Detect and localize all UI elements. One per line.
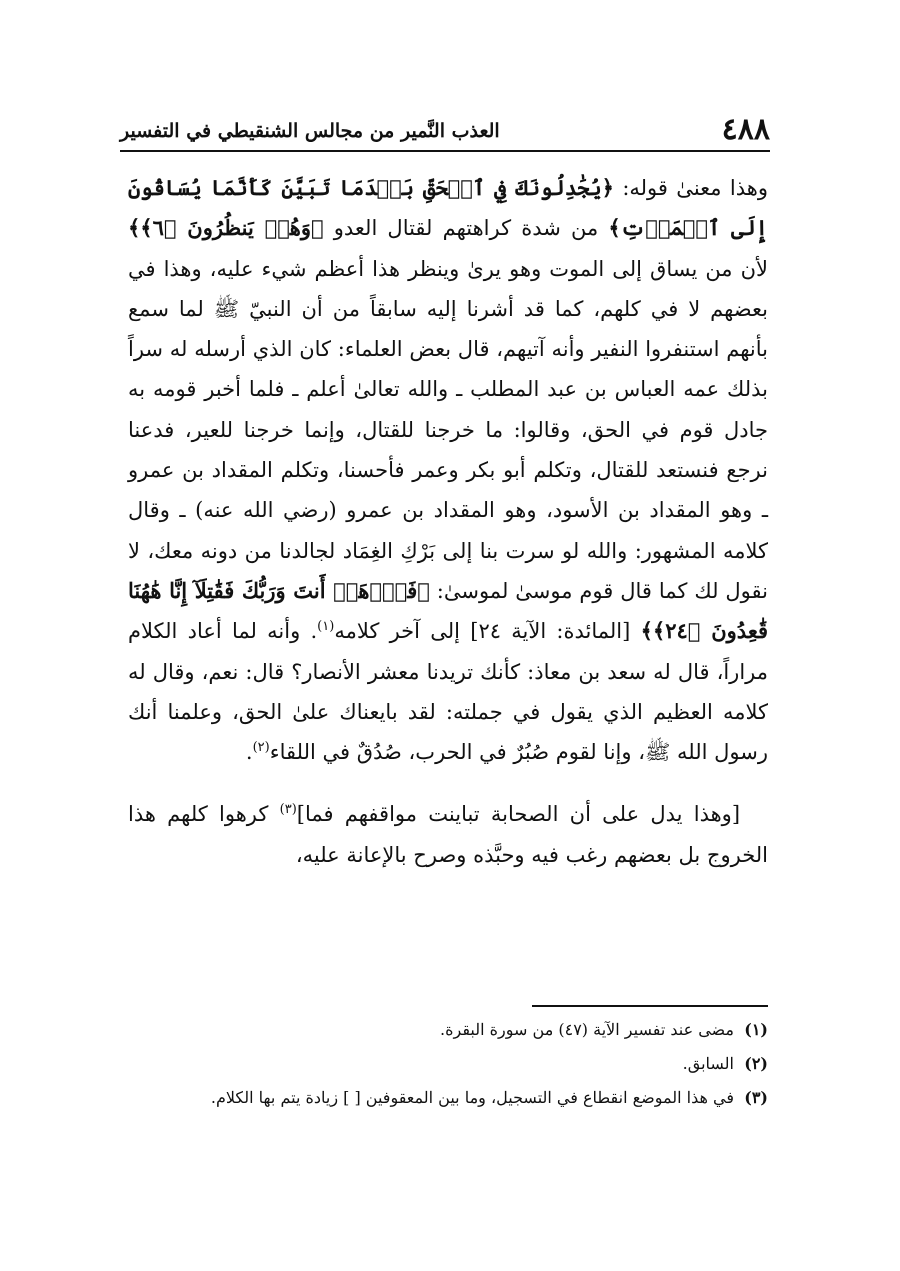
text-run: .	[245, 740, 253, 765]
paragraph-1	[128, 168, 768, 772]
page-header	[120, 112, 770, 150]
page-number: ٤٨٨	[721, 112, 770, 147]
main-text	[128, 168, 768, 875]
footnote-ref-3[interactable]: (٣)	[279, 802, 297, 818]
footnote-ref-2[interactable]: (٢)	[252, 740, 270, 756]
text-run: [وهذا يدل على أن الصحابة تباينت مواقفهم فما]	[296, 802, 741, 827]
text-run: كرهوا كلهم هذا الخروج بل بعضهم رغب فيه وحبَّذه وصرح بالإعانة عليه،	[128, 802, 768, 867]
footnote	[128, 1015, 768, 1045]
text-run: لأن من يساق إلى الموت وهو يرىٰ وينظر هذا أعظم شيء عليه، وهذا في بعضهم لا في كلهم، كما قد أشرنا إليه سابقاً من أن النبيّ ﷺ لما سمع بأنهم استنفروا النفير وأنه آتيهم، قال بعض العلماء: كان الذي أرسله له سراً بذلك عمه العباس بن عبد المطلب ـ والله تعالىٰ أعلم ـ فلما أخبر قومه به جادل قوم في الحق، وقالوا: ما خرجنا للقتال، وإنما خرجنا للعير، فدعنا نرجع فنستعد للقتال، وتكلم أبو بكر وعمر فأحسنا، وتكلم المقداد بن عمرو ـ وهو المقداد بن الأسود، وهو المقداد بن عمرو (رضي الله عنه) ـ وقال كلامه المشهور: والله لو سرت بنا إلى بَرْكِ الغِمَاد لجالدنا من دونه معك، لا نقول لك كما قال قوم موسىٰ لموسىٰ:	[128, 256, 768, 603]
footnote-ref-1[interactable]: (١)	[317, 619, 335, 635]
text-run: [المائدة: الآية ٢٤] إلى آخر كلامه	[334, 619, 641, 644]
quran-verse: ﴿وَهُمۡ يَنظُرُونَ ﴿٦﴾﴾	[128, 215, 324, 241]
text-run: من شدة كراهتهم لقتال العدو	[323, 216, 609, 241]
running-title: العذب النَّمير من مجالس الشنقيطي في التفسير	[120, 120, 500, 142]
footnote-number: (٣)	[744, 1088, 768, 1107]
paragraph-2	[128, 794, 768, 875]
text-run: . وأنه لما أعاد الكلام مراراً، قال له سعد بن معاذ: كأنك تريدنا معشر الأنصار؟ قال: نعم، وقال له كلامه العظيم الذي يقول في جملته: لقد بايعناك علىٰ الحق، وعلمنا أنك رسول الله ﷺ، وإنا لقوم صُبُرٌ في الحرب، صُدُقٌ في اللقاء	[128, 619, 768, 765]
footnotes	[128, 1015, 768, 1117]
header-rule	[120, 150, 770, 152]
quran-verse: ﴿فَٱذۡهَبۡ أَنتَ وَرَبُّكَ فَقَٰتِلَآ إِنَّا هَٰهُنَا قَٰعِدُونَ ﴿٢٤﴾﴾	[128, 577, 768, 644]
footnote-text: السابق.	[682, 1054, 734, 1073]
text-run: وهذا معنىٰ قوله:	[613, 176, 768, 200]
footnote	[128, 1083, 768, 1113]
footnote-rule	[532, 1005, 768, 1007]
footnote	[128, 1049, 768, 1079]
footnote-text: في هذا الموضع انقطاع في التسجيل، وما بين المعقوفين [ ] زيادة يتم بها الكلام.	[210, 1088, 734, 1107]
footnote-number: (١)	[744, 1020, 768, 1039]
footnote-text: مضى عند تفسير الآية (٤٧) من سورة البقرة.	[440, 1020, 734, 1039]
footnote-number: (٢)	[744, 1054, 768, 1073]
quran-verse: ﴿يُجَٰدِلُونَكَ فِي ٱلۡحَقِّ بَعۡدَمَا تَبَيَّنَ كَأَنَّمَا يُسَاقُونَ إِلَى ٱلۡمَوۡتِ﴾	[128, 175, 768, 241]
